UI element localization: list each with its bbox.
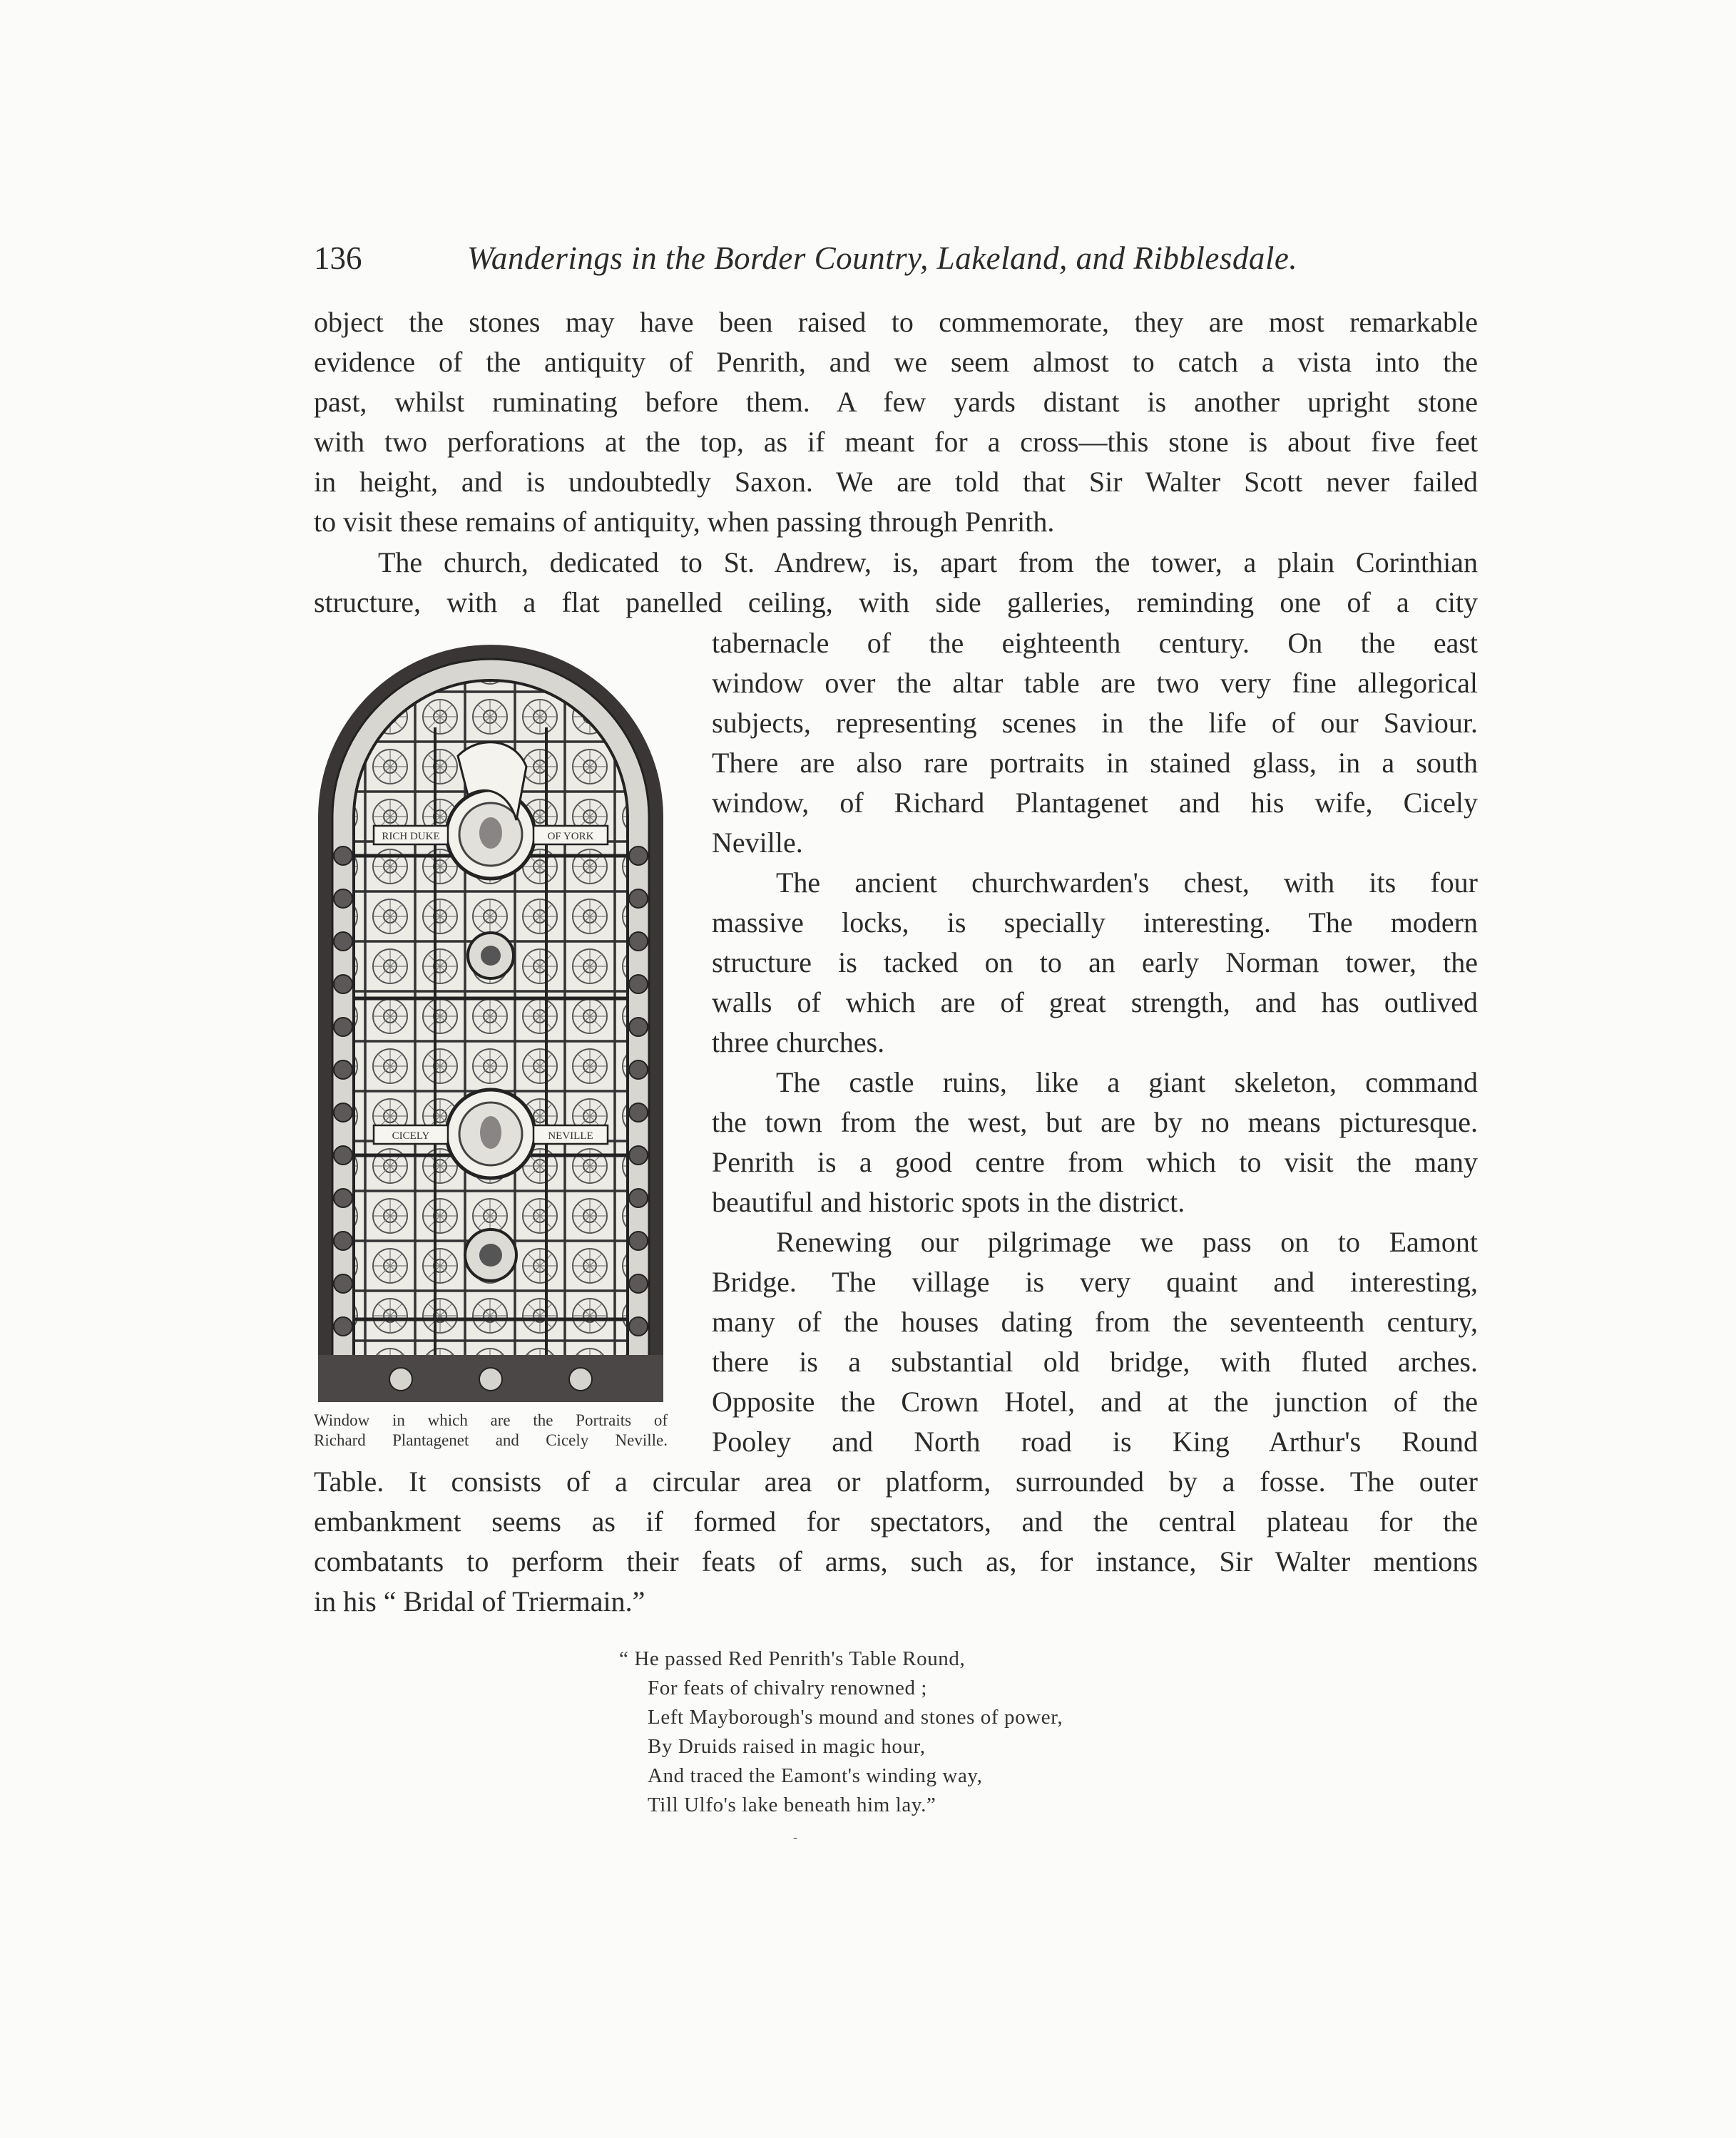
text-line: Penrith is a good centre from which to visit the many	[712, 1146, 1478, 1178]
text-line: in his “ Bridal of Triermain.”	[314, 1585, 645, 1617]
text-line: subjects, representing scenes in the life of our Saviour.	[712, 707, 1478, 739]
poem-line: By Druids raised in magic hour,	[648, 1735, 926, 1758]
text-line: The church, dedicated to St. Andrew, is, apart from the tower, a plain Corinthian	[378, 546, 1478, 578]
text-line: with two perforations at the top, as if meant for a cross—this stone is about five feet	[314, 426, 1478, 458]
text-line: Table. It consists of a circular area or platform, surrounded by a fosse. The outer	[314, 1466, 1478, 1498]
text-line: massive locks, is specially interesting. The modern	[712, 906, 1478, 938]
text-line: beautiful and historic spots in the district.	[712, 1186, 1185, 1218]
poem-quotation	[619, 1645, 1175, 1820]
caption-line: Richard Plantagenet and Cicely Neville.	[314, 1431, 668, 1449]
text-line: object the stones may have been raised to commemorate, they are most remarkable	[314, 306, 1478, 338]
text-line: window over the altar table are two very fine allegorical	[712, 667, 1478, 699]
text-line: The ancient churchwarden's chest, with its four	[776, 866, 1478, 899]
running-title: Wanderings in the Border Country, Lakeland, and Ribblesdale.	[467, 240, 1298, 276]
text-line: past, whilst ruminating before them. A few yards distant is another upright stone	[314, 386, 1478, 418]
caption-line: Window in which are the Portraits of	[314, 1411, 668, 1429]
text-line: three churches.	[712, 1026, 885, 1058]
text-line: the town from the west, but are by no means picturesque.	[712, 1106, 1478, 1138]
text-line: to visit these remains of antiquity, when passing through Penrith.	[314, 506, 1055, 538]
text-line: Pooley and North road is King Arthur's Round	[712, 1426, 1478, 1458]
text-line: There are also rare portraits in stained glass, in a south	[712, 747, 1478, 779]
text-line: evidence of the antiquity of Penrith, and we seem almost to catch a vista into the	[314, 346, 1478, 378]
text-line: structure, with a flat panelled ceiling, with side galleries, reminding one of a city	[314, 586, 1478, 618]
text-line: walls of which are of great strength, and has outlived	[712, 986, 1478, 1018]
scroll-label: CICELY	[392, 1130, 430, 1142]
text-line: there is a substantial old bridge, with fluted arches.	[712, 1346, 1478, 1378]
poem-line: “ He passed Red Penrith's Table Round,	[619, 1647, 966, 1670]
text-line: structure is tacked on to an early Norman tower, the	[712, 946, 1478, 978]
figure-caption	[314, 1411, 668, 1451]
scroll-label: NEVILLE	[548, 1130, 593, 1142]
text-line: Neville.	[712, 827, 803, 859]
page-number: 136	[314, 240, 362, 276]
text-line: tabernacle of the eighteenth century. On the east	[712, 627, 1478, 659]
stained-glass-window-figure	[315, 642, 666, 1405]
poem-line: Till Ulfo's lake beneath him lay.”	[648, 1794, 936, 1816]
stained-glass-window-illustration	[315, 642, 666, 1405]
text-line: combatants to perform their feats of arms, such as, for instance, Sir Walter mentions	[314, 1545, 1478, 1577]
text-line: Renewing our pilgrimage we pass on to Eamont	[776, 1226, 1478, 1258]
poem-line: Left Mayborough's mound and stones of power,	[648, 1706, 1063, 1729]
poem-line: And traced the Eamont's winding way,	[648, 1764, 983, 1787]
scroll-label: RICH DUKE	[382, 831, 440, 842]
text-line: Opposite the Crown Hotel, and at the junction of the	[712, 1386, 1478, 1418]
page-header	[314, 240, 1476, 282]
scroll-label: OF YORK	[547, 831, 594, 842]
text-line: in height, and is undoubtedly Saxon. We are told that Sir Walter Scott never failed	[314, 466, 1478, 498]
poem-line: For feats of chivalry renowned ;	[648, 1677, 928, 1699]
text-line: many of the houses dating from the seventeenth century,	[712, 1306, 1478, 1338]
printer-mark: -	[793, 1830, 797, 1844]
text-line: window, of Richard Plantagenet and his wife, Cicely	[712, 787, 1478, 819]
text-line: Bridge. The village is very quaint and interesting,	[712, 1266, 1478, 1298]
text-line: embankment seems as if formed for spectators, and the central plateau for the	[314, 1505, 1478, 1538]
text-line: The castle ruins, like a giant skeleton, command	[776, 1066, 1478, 1098]
